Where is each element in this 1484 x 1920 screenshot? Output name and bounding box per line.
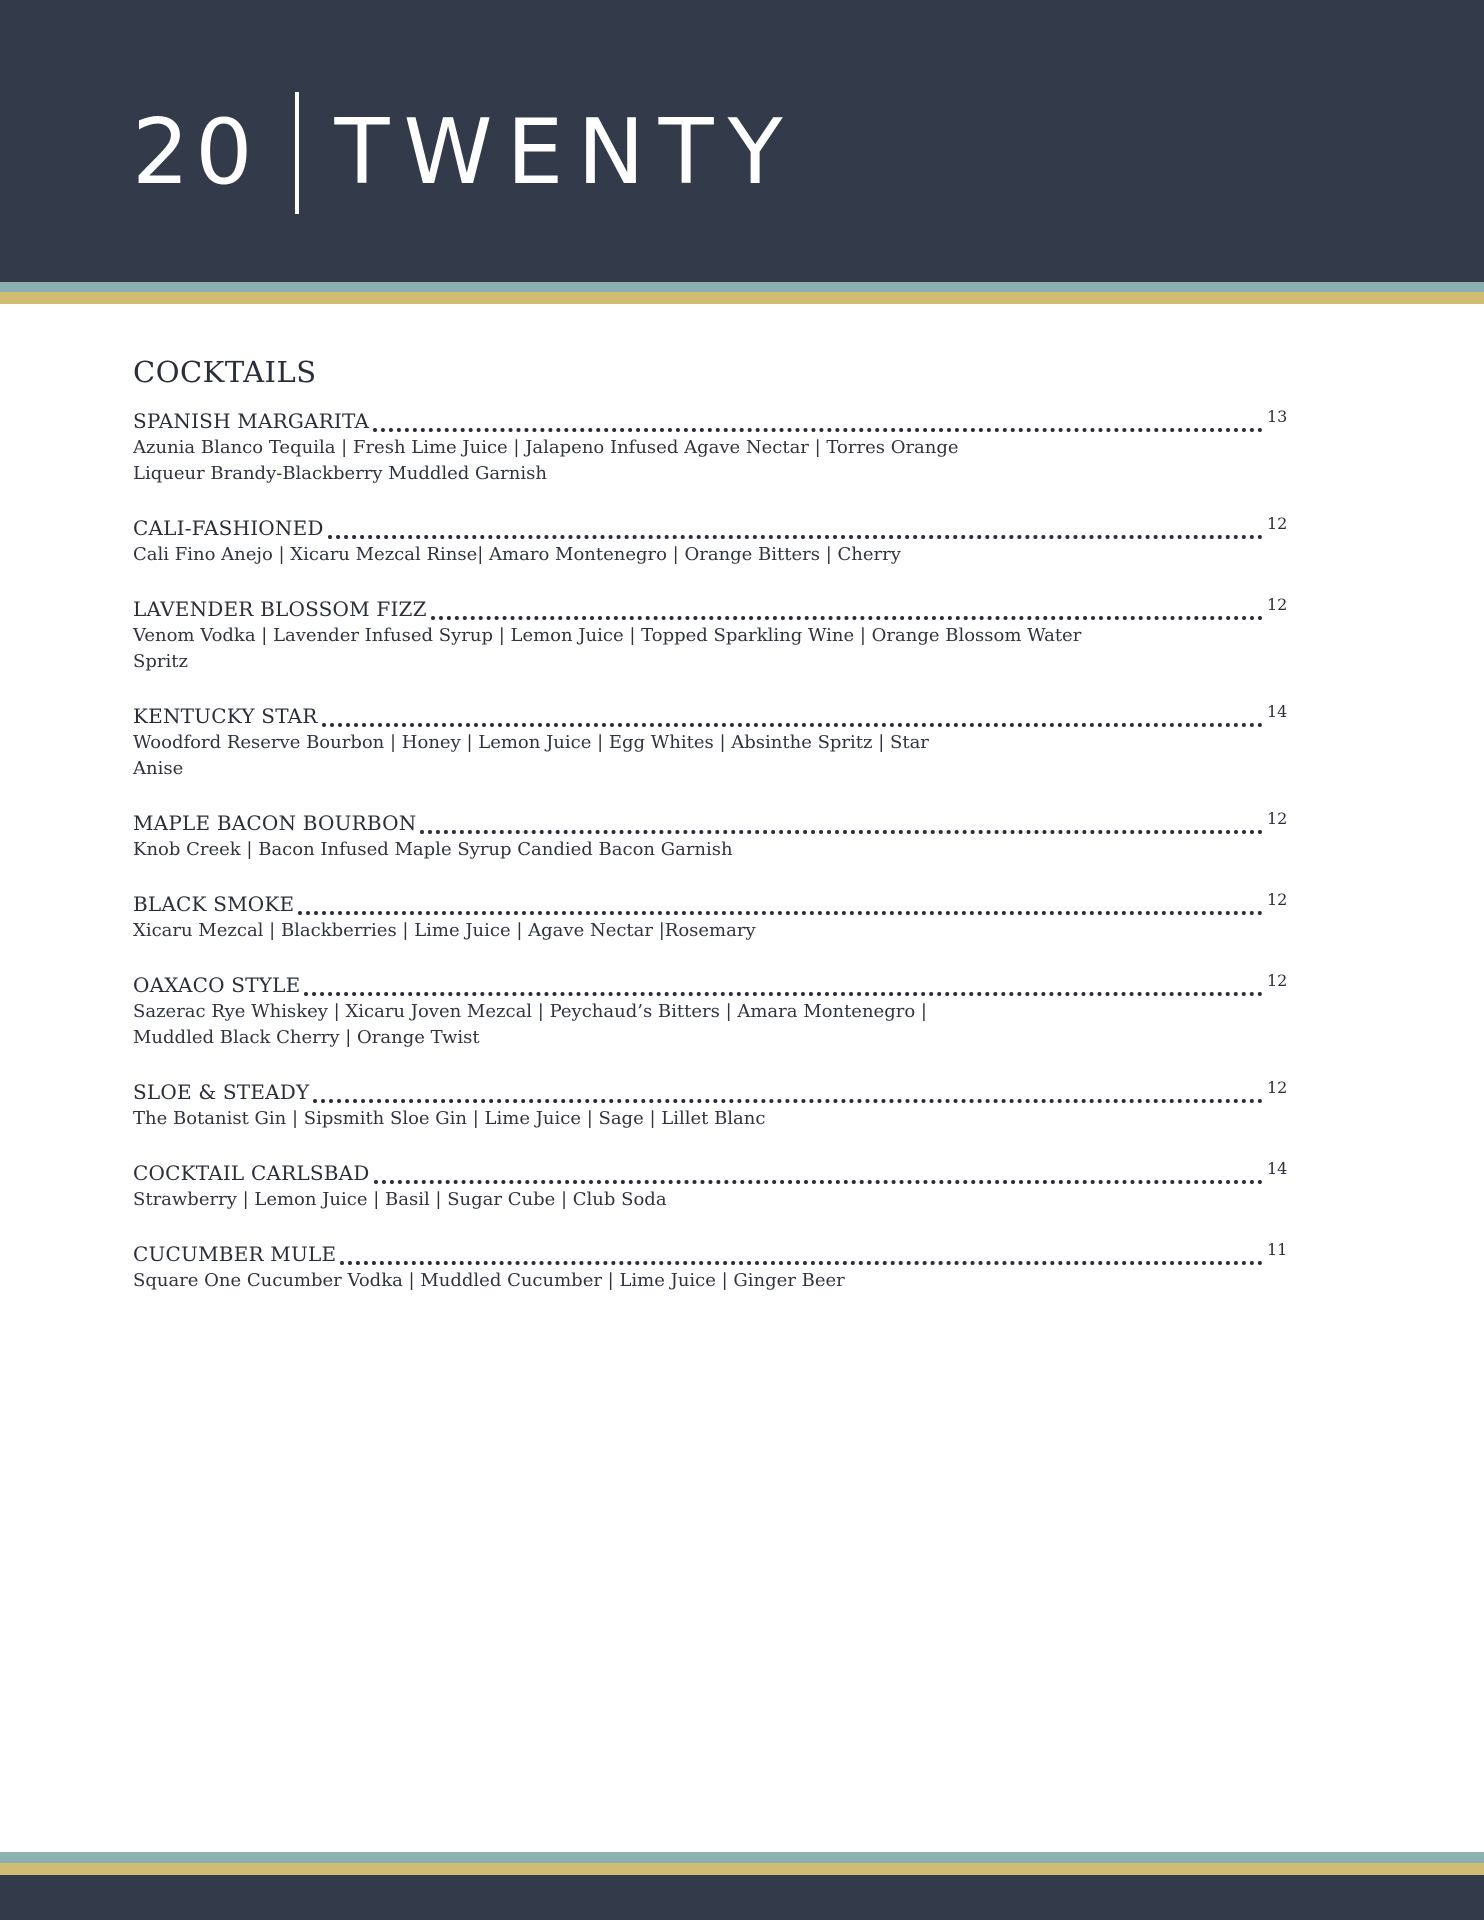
dotted-leader [374,1180,1263,1184]
item-name: KENTUCKY STAR [133,704,318,728]
item-description: Square One Cucumber Vodka | Muddled Cucumber | Lime Juice | Ginger Beer [133,1270,845,1291]
menu-item [133,514,1288,568]
dotted-leader [420,830,1263,834]
item-price: 12 [1267,971,1288,990]
item-description: Strawberry | Lemon Juice | Basil | Sugar Cube | Club Soda [133,1189,667,1210]
dotted-leader [322,723,1263,727]
brand-number: 20 [132,100,259,205]
menu-content [133,355,1288,1323]
item-description: Knob Creek | Bacon Infused Maple Syrup Candied Bacon Garnish [133,839,733,860]
brand-logo [132,90,797,215]
dotted-leader [340,1261,1263,1265]
item-description: Woodford Reserve Bourbon | Honey | Lemon Juice | Egg Whites | Absinthe Spritz | Star Anise [133,732,929,779]
item-price: 12 [1267,890,1288,909]
dotted-leader [431,616,1263,620]
item-name: OAXACO STYLE [133,973,301,997]
item-name: COCKTAIL CARLSBAD [133,1161,370,1185]
section-title: COCKTAILS [133,355,317,389]
item-price: 11 [1267,1240,1288,1259]
dotted-leader [328,535,1263,539]
menu-item [133,1159,1288,1213]
menu-item [133,809,1288,863]
item-price: 12 [1267,514,1288,533]
menu-item [133,890,1288,944]
item-name: SLOE & STEADY [133,1080,310,1104]
menu-item [133,595,1288,675]
header-banner [0,0,1484,282]
item-name: MAPLE BACON BOURBON [133,811,417,835]
brand-divider [295,92,299,214]
footer-gold-stripe [0,1863,1484,1875]
item-name: CUCUMBER MULE [133,1242,337,1266]
item-price: 12 [1267,1078,1288,1097]
dotted-leader [298,911,1263,915]
menu-item [133,1240,1288,1294]
dotted-leader [373,428,1263,432]
brand-name: TWENTY [334,100,797,205]
header-gold-stripe [0,292,1484,304]
dotted-leader [313,1099,1263,1103]
item-description: The Botanist Gin | Sipsmith Sloe Gin | Lime Juice | Sage | Lillet Blanc [133,1108,766,1129]
menu-item [133,702,1288,782]
item-name: LAVENDER BLOSSOM FIZZ [133,597,427,621]
header-teal-stripe [0,282,1484,292]
item-name: BLACK SMOKE [133,892,295,916]
item-name: SPANISH MARGARITA [133,409,370,433]
item-description: Sazerac Rye Whiskey | Xicaru Joven Mezcal | Peychaud’s Bitters | Amara Montenegro | Muddled Black Cherry | Orange Twist [133,1001,927,1048]
dotted-leader [304,992,1263,996]
item-description: Xicaru Mezcal | Blackberries | Lime Juice | Agave Nectar |Rosemary [133,920,756,941]
item-description: Azunia Blanco Tequila | Fresh Lime Juice | Jalapeno Infused Agave Nectar | Torres Orange Liqueur Brandy-Blackberry Muddled Garnish [133,437,959,484]
item-price: 12 [1267,595,1288,614]
item-price: 13 [1267,407,1288,426]
menu-item [133,1078,1288,1132]
footer-teal-stripe [0,1852,1484,1863]
item-name: CALI-FASHIONED [133,516,324,540]
menu-item [133,971,1288,1051]
menu-item [133,407,1288,487]
item-description: Venom Vodka | Lavender Infused Syrup | Lemon Juice | Topped Sparkling Wine | Orange Blossom Water Spritz [133,625,1082,672]
item-price: 14 [1267,702,1288,721]
item-description: Cali Fino Anejo | Xicaru Mezcal Rinse| Amaro Montenegro | Orange Bitters | Cherry [133,544,901,565]
item-price: 14 [1267,1159,1288,1178]
item-price: 12 [1267,809,1288,828]
footer-bar [0,1875,1484,1920]
